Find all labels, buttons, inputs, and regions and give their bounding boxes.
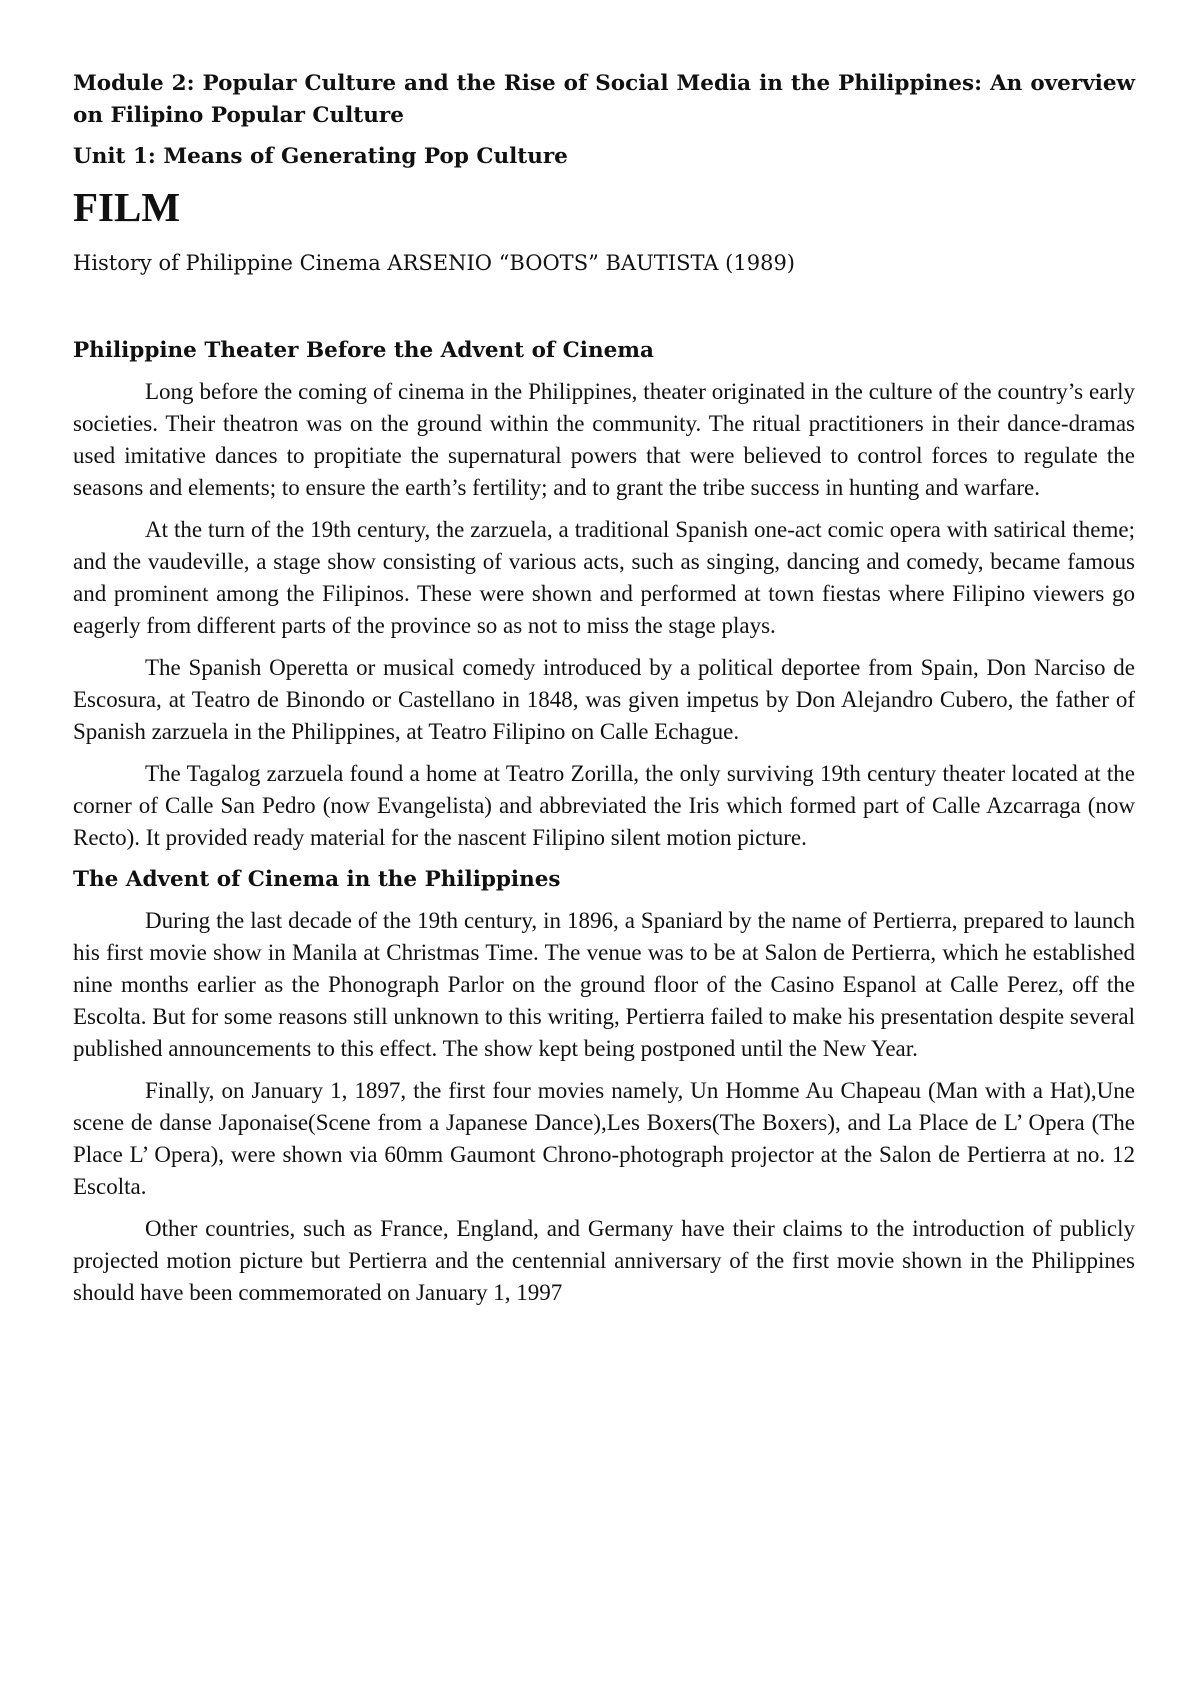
unit-title: Unit 1: Means of Generating Pop Culture xyxy=(73,144,568,169)
paragraph: Long before the coming of cinema in the Philippines, theater originated in the culture of the country’s early societies. Their theatron was on the ground within the community. The ritual practitioners in their dance-dramas used imitative dances to propitiate the supernatural powers that were believed to control forces to regulate the seasons and elements; to ensure the earth’s fertility; and to grant the tribe success in hunting and warfare. xyxy=(73,379,1135,500)
page-title: FILM xyxy=(73,184,181,230)
document-page xyxy=(73,68,1135,1319)
source-citation: History of Philippine Cinema ARSENIO “BOOTS” BAUTISTA (1989) xyxy=(73,251,795,275)
section-heading-theater: Philippine Theater Before the Advent of Cinema xyxy=(73,338,654,363)
paragraph: The Tagalog zarzuela found a home at Teatro Zorilla, the only surviving 19th century theater located at the corner of Calle San Pedro (now Evangelista) and abbreviated the Iris which formed part of Calle Azcarraga (now Recto). It provided ready material for the nascent Filipino silent motion picture. xyxy=(73,761,1135,850)
module-title: Module 2: Popular Culture and the Rise of Social Media in the Philippines: An overview on Filipino Popular Culture xyxy=(73,71,1135,128)
paragraph: The Spanish Operetta or musical comedy introduced by a political deportee from Spain, Don Narciso de Escosura, at Teatro de Binondo or Castellano in 1848, was given impetus by Don Alejandro Cubero, the father of Spanish zarzuela in the Philippines, at Teatro Filipino on Calle Echague. xyxy=(73,655,1135,744)
paragraph: During the last decade of the 19th century, in 1896, a Spaniard by the name of Pertierra, prepared to launch his first movie show in Manila at Christmas Time. The venue was to be at Salon de Pertierra, which he established nine months earlier as the Phonograph Parlor on the ground floor of the Casino Espanol at Calle Perez, off the Escolta. But for some reasons still unknown to this writing, Pertierra failed to make his presentation despite several published announcements to this effect. The show kept being postponed until the New Year. xyxy=(73,908,1135,1061)
section-heading-cinema: The Advent of Cinema in the Philippines xyxy=(73,867,561,892)
paragraph: Finally, on January 1, 1897, the first four movies namely, Un Homme Au Chapeau (Man with a Hat),Une scene de danse Japonaise(Scene from a Japanese Dance),Les Boxers(The Boxers), and La Place de L’ Opera (The Place L’ Opera), were shown via 60mm Gaumont Chrono-photograph projector at the Salon de Pertierra at no. 12 Escolta. xyxy=(73,1078,1135,1199)
paragraph: Other countries, such as France, England, and Germany have their claims to the introduction of publicly projected motion picture but Pertierra and the centennial anniversary of the first movie shown in the Philippines should have been commemorated on January 1, 1997 xyxy=(73,1216,1135,1305)
paragraph: At the turn of the 19th century, the zarzuela, a traditional Spanish one-act comic opera with satirical theme; and the vaudeville, a stage show consisting of various acts, such as singing, dancing and comedy, became famous and prominent among the Filipinos. These were shown and performed at town fiestas where Filipino viewers go eagerly from different parts of the province so as not to miss the stage plays. xyxy=(73,517,1135,638)
